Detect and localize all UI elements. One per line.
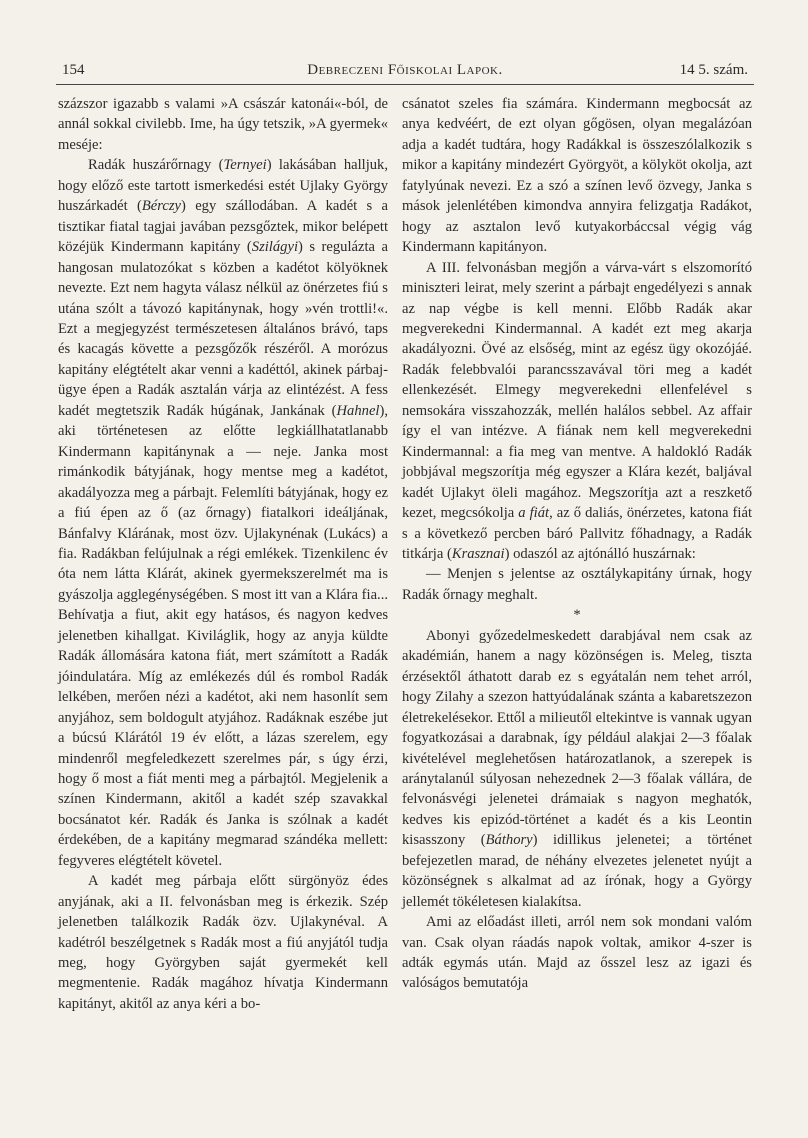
text-run: A kadét meg párbaja előtt sürgönyöz édes anyjának, aki a II. felvonásban meg is érkezik. Szép jelenetben találkozik Radák özv. Ujlakynéval. A kadétról beszélgetnek s Radák most a fiú anyjától tudja meg, hogy Györgyben saját gyermekét kell megmentenie. Radák magához hívatja Kindermann kapitányt, akitől az anya kéri a bo-: [58, 873, 388, 1012]
paragraph: [402, 564, 752, 605]
right-column: [402, 94, 752, 994]
paragraph-continuation: csánatot szeles fia számára. Kindermann megbocsát az anya kedvéért, de ezt olyan gőgösen, olyan megalázóan adja a kadét tudtára, hogy Radákkal is összeszólalkozik s mikor a kapitány mindezért Györgyöt, a kölyköt okolja, azt fatylyúnak nevezi. Ez a szó a színen levő özvegy, Janka s mások jelenlétében kimondva annyira felizgatja Radákot, hogy az asztalon levő kutyakorbáccsal végig vág Kindermann kapitányon.: [402, 96, 752, 256]
actor-name: Ternyei: [223, 157, 267, 174]
journal-title: Debreczeni Főiskolai Lapok.: [307, 62, 503, 78]
text-run: ) idillikus jelenetei; a történet befejezetlen marad, de néhány elvezetes jelenetet nyújt a közönségnek s alkalmat ad az írónak, hogy a György jellemét tökéletesen kialakítsa.: [402, 832, 752, 910]
text-run: Radák huszárőrnagy (: [88, 157, 224, 174]
paragraph: [58, 155, 388, 871]
actor-name: Bérczy: [141, 198, 182, 215]
paragraph: [402, 912, 752, 994]
section-separator: *: [573, 607, 581, 624]
text-run: A III. felvonásban megjőn a várva-várt s elszomorító miniszteri leirat, mely szerint a párbajt engedélyezi s annak az nap végbe is kell menni. Előbb Radák akar megverekedni Kindermannal. A kadét ezt meg akarja akadályozni. Övé az elsőség, mint az egész ügy okozójáé. Radák felebbvalói parancsszavával töri meg a kadét ellenkezését. Elmegy megverekedni ellenfelével s nemsokára visszahozzák, mellén halálos sebbel. Az affair így el van intézve. A fiának nem kell megverekedni Kindermannal: a fia meg van mentve. A haldokló Radák jobbjával megszorítja még egyszer a Klára kezét, baljával kadét Ujlakyt öleli magához. Megszorítja azt a reszkető kezet, megcsókolja: [402, 259, 752, 522]
actor-name: Szilágyi: [251, 239, 298, 256]
actor-name: Hahnel: [336, 402, 380, 419]
actor-name: Krasznai: [451, 545, 505, 562]
text-run: , az ő daliás, önérzetes, katona fiát s a következő percben báró Pallvitz főhadnagy, a Radák titkárja (: [402, 505, 752, 562]
text-run: ), aki történetesen az előtte legkiállhatatlanabb Kindermann kapitánynak a — neje. Janka most rimánkodik bátyjának, hogy mentse meg a kadétot, akadályozza meg a párbajt. Felemlíti bátyjának, hogy ez a fiú épen az ő (az őrnagy) fiatalkori ideáljának, Bánfalvy Klárának, most özv. Ujlakynénak (Lukács) a fia. Radákban felújulnak a régi emlékek. Tizenkilenc év óta nem látta Klárát, akinek gyermekszerelmét ma is gyászolja agglegénységében. S most itt van a Klára fia... Behívatja a fiut, akit egy hatásos, és nagyon kedves jelenetben kihallgat. Kiviláglik, hogy az anyja küldte Radák állomására katona fiát, mert számított a Radák jóindulatára. Míg az emlékezés dúl és rombol Radák lelkében, merően nézi a kadétot, aki nem hasonlít sem anyjához, sem boldogult atyjához. Radáknak eszébe jut a búcsú Klárától 19 év előtt, a lázas szerelem, egy mindenről megfeledkezett szerelmes pár, s úgy érzi, hogy ő most a fiát menti meg a párbajtól. Megjelenik a színen Kindermann, akitől a kadét szép szavakkal bocsánatot kér. Radák és Janka is szólnak a kadét érdekében, de a kapitány megmarad szándéka mellett: fegyveres elégtételt követel.: [58, 402, 388, 869]
paragraph: [58, 871, 388, 1014]
issue-number: 14 5. szám.: [679, 62, 748, 78]
actor-name: a fiát: [518, 505, 550, 522]
text-run: — Menjen s jelentse az osztálykapitány úrnak, hogy Radák őrnagy meghalt.: [402, 566, 752, 603]
text-run: ) s regulázta a hangosan mulatozókat s közben a kadétot kölyöknek nevezte. Ezt nem hagyta válasz nélkül az önérzetes fiú s utána szólt a távozó kapitánynak, hogy »vén trottli!«. Ezt a megjegyzést természetesen általános brávó, taps és kacagás követte a pezsgőzők részéről. A morózus kapitány elégtételt akar venni a kadéttól, akinek párbaj-ügye épen a Radák asztalán várja az elintézést. A fess kadét megtetszik Radák húgának, Jankának (: [58, 239, 389, 419]
text-run: ) lakásában halljuk, hogy előző este tartott ismerkedési estét Ujlaky György huszárkadét (: [58, 157, 388, 215]
left-column: [58, 94, 388, 1014]
text-run: Abonyi győzedelmeskedett darabjával nem csak az akadémián, hanem a nagy közönségen is. Meleg, tiszta érzésektől áthatott darab ez s egyátalán nem tehet arról, hogy Zilahy a szezon hattyúdalának szánta a kabaretszezon életrekelésekor. Ettől a milieutől eltekintve is vannak ugyan fogyatkozásai a darabnak, így például alakjai 2—3 főalak kivételével meglehetősen határozatlanok, a szerepek is aránytalanúl súlyosan nehezednek 2—3 főalak vállára, de felvonásvégi jelenetei drámaiak s nagyon meghatók, kedves kis epizód-történet a kadét és a kis Leontin kisasszony (: [402, 627, 752, 849]
text-run: ) egy szállodában. A kadét s a tisztikar fiatal tagjai javában pezsgőztek, mikor belépett közéjük Kindermann kapitány (: [58, 198, 388, 256]
paragraph-continuation: százszor igazabb s valami »A császár katonái«-ból, de annál sokkal civilebb. Ime, ha úgy tetszik, »A gyermek« meséje:: [58, 96, 388, 153]
paragraph: [402, 258, 752, 565]
running-header: [56, 58, 754, 85]
text-run: Ami az előadást illeti, arról nem sok mondani valóm van. Csak olyan ráadás napok voltak, amikor 4-szer is adták egymás után. Majd az ősszel lesz az igazi és valóságos bemutatója: [402, 914, 752, 992]
page-number: 154: [62, 62, 85, 78]
actor-name: Báthory: [485, 832, 533, 849]
text-run: ) odaszól az ajtónálló huszárnak:: [504, 545, 696, 562]
paragraph: [402, 626, 752, 912]
